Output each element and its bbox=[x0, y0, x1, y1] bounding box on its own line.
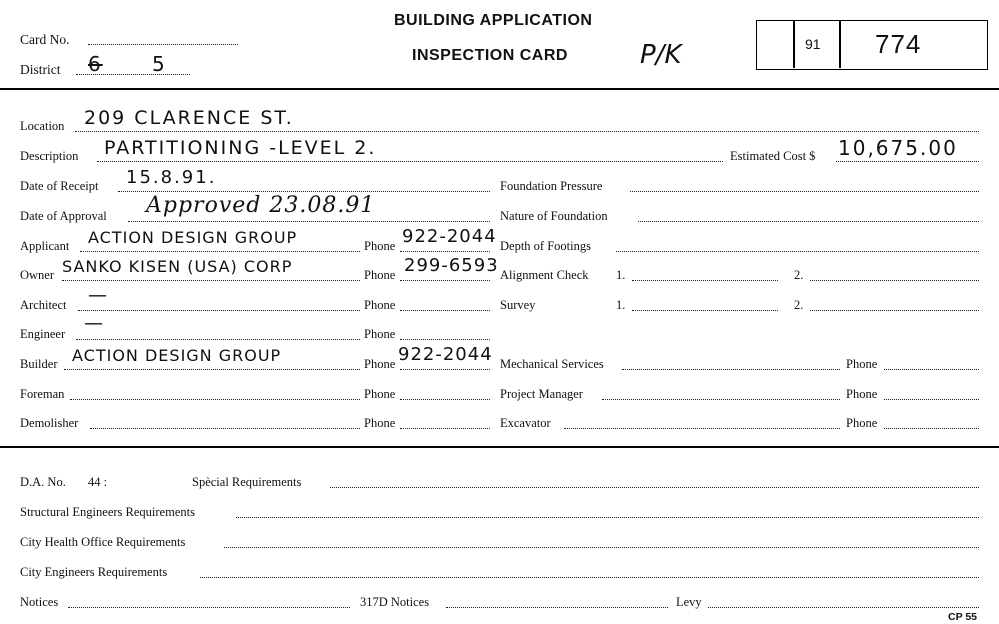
date-receipt-label: Date of Receipt bbox=[20, 179, 99, 193]
builder-phone-label: Phone bbox=[364, 357, 396, 371]
card-no-line[interactable] bbox=[88, 44, 238, 45]
engineer-line[interactable] bbox=[76, 339, 360, 340]
engineer-label: Engineer bbox=[20, 327, 66, 341]
da-no-value: 44 : bbox=[88, 475, 108, 489]
foundation-pressure-line[interactable] bbox=[630, 191, 979, 192]
excavator-phone-label: Phone bbox=[846, 416, 878, 430]
survey-2-line[interactable] bbox=[810, 310, 979, 311]
owner-phone-line[interactable] bbox=[400, 280, 490, 281]
reference-box bbox=[756, 20, 988, 70]
date-receipt-value: 15.8.91. bbox=[126, 167, 217, 188]
excavator-line[interactable] bbox=[564, 428, 840, 429]
owner-line[interactable] bbox=[62, 280, 360, 281]
location-label: Location bbox=[20, 119, 65, 133]
mechanical-line[interactable] bbox=[622, 369, 840, 370]
applicant-label: Applicant bbox=[20, 239, 70, 253]
applicant-phone-value: 922-2044 bbox=[402, 226, 497, 247]
box-number: 774 bbox=[875, 29, 922, 59]
header-rule bbox=[0, 88, 999, 90]
builder-phone-line[interactable] bbox=[400, 369, 490, 370]
demolisher-line[interactable] bbox=[90, 428, 360, 429]
architect-phone-label: Phone bbox=[364, 298, 396, 312]
form-code: CP 55 bbox=[948, 611, 977, 623]
project-manager-phone-label: Phone bbox=[846, 387, 878, 401]
architect-line[interactable] bbox=[78, 310, 360, 311]
owner-phone-label: Phone bbox=[364, 268, 396, 282]
health-requirements-label: City Health Office Requirements bbox=[20, 535, 186, 549]
section-rule bbox=[0, 446, 999, 448]
notices-317d-line[interactable] bbox=[446, 607, 668, 608]
depth-footings-label: Depth of Footings bbox=[500, 239, 591, 253]
levy-line[interactable] bbox=[708, 607, 979, 608]
location-value: 209 CLARENCE ST. bbox=[84, 107, 294, 129]
builder-value: ACTION DESIGN GROUP bbox=[72, 346, 282, 365]
title-line2: INSPECTION CARD bbox=[412, 47, 568, 64]
date-receipt-line[interactable] bbox=[118, 191, 490, 192]
notices-line[interactable] bbox=[68, 607, 350, 608]
excavator-phone-line[interactable] bbox=[884, 428, 979, 429]
builder-phone-value: 922-2044 bbox=[398, 344, 493, 365]
district-value: 5 bbox=[152, 52, 167, 76]
architect-value: — bbox=[88, 284, 109, 306]
estimated-cost-value: 10,675.00 bbox=[838, 136, 958, 160]
foreman-phone-label: Phone bbox=[364, 387, 396, 401]
date-approval-line[interactable] bbox=[128, 221, 490, 222]
alignment-label: Alignment Check bbox=[500, 268, 589, 282]
engineer-phone-line[interactable] bbox=[400, 339, 490, 340]
builder-label: Builder bbox=[20, 357, 58, 371]
notices-label: Notices bbox=[20, 595, 59, 609]
city-engineers-requirements-line[interactable] bbox=[200, 577, 979, 578]
mechanical-label: Mechanical Services bbox=[500, 357, 604, 371]
city-engineers-requirements-label: City Engineers Requirements bbox=[20, 565, 168, 579]
alignment-2-line[interactable] bbox=[810, 280, 979, 281]
description-line[interactable] bbox=[97, 161, 723, 162]
levy-label: Levy bbox=[676, 595, 702, 609]
health-requirements-line[interactable] bbox=[224, 547, 979, 548]
engineer-phone-label: Phone bbox=[364, 327, 396, 341]
annotation-mark: P/K bbox=[640, 40, 682, 70]
alignment-2-label: 2. bbox=[794, 268, 804, 282]
builder-line[interactable] bbox=[64, 369, 360, 370]
reference-box-divider-1 bbox=[793, 21, 795, 68]
alignment-1-line[interactable] bbox=[632, 280, 778, 281]
title-line1: BUILDING APPLICATION bbox=[394, 12, 593, 29]
project-manager-phone-line[interactable] bbox=[884, 399, 979, 400]
foundation-pressure-label: Foundation Pressure bbox=[500, 179, 603, 193]
estimated-cost-label: Estimated Cost $ bbox=[730, 149, 816, 163]
nature-foundation-label: Nature of Foundation bbox=[500, 209, 608, 223]
excavator-label: Excavator bbox=[500, 416, 551, 430]
card-no-label: Card No. bbox=[20, 32, 70, 47]
foreman-line[interactable] bbox=[70, 399, 360, 400]
project-manager-line[interactable] bbox=[602, 399, 840, 400]
architect-phone-line[interactable] bbox=[400, 310, 490, 311]
survey-1-line[interactable] bbox=[632, 310, 778, 311]
district-label: District bbox=[20, 62, 61, 77]
da-no-label: D.A. No. bbox=[20, 475, 66, 489]
applicant-value: ACTION DESIGN GROUP bbox=[88, 228, 298, 247]
box-code: 91 bbox=[805, 36, 821, 52]
special-requirements-label: Spècial Requirements bbox=[192, 475, 302, 489]
estimated-cost-line[interactable] bbox=[836, 161, 979, 162]
alignment-1-label: 1. bbox=[616, 268, 626, 282]
description-label: Description bbox=[20, 149, 79, 163]
applicant-line[interactable] bbox=[80, 251, 360, 252]
reference-box-divider-2 bbox=[839, 21, 841, 68]
special-requirements-line[interactable] bbox=[330, 487, 979, 488]
owner-phone-value: 299-6593 bbox=[404, 255, 499, 276]
applicant-phone-label: Phone bbox=[364, 239, 396, 253]
nature-foundation-line[interactable] bbox=[638, 221, 979, 222]
district-struck-value: 6 bbox=[88, 52, 103, 76]
applicant-phone-line[interactable] bbox=[400, 251, 490, 252]
survey-1-label: 1. bbox=[616, 298, 626, 312]
description-value: PARTITIONING -LEVEL 2. bbox=[104, 137, 377, 159]
survey-2-label: 2. bbox=[794, 298, 804, 312]
depth-footings-line[interactable] bbox=[616, 251, 979, 252]
structural-requirements-line[interactable] bbox=[236, 517, 979, 518]
date-approval-value: Approved 23.08.91 bbox=[146, 193, 376, 218]
notices-317d-label: 317D Notices bbox=[360, 595, 430, 609]
project-manager-label: Project Manager bbox=[500, 387, 583, 401]
foreman-phone-line[interactable] bbox=[400, 399, 490, 400]
architect-label: Architect bbox=[20, 298, 67, 312]
owner-value: SANKO KISEN (USA) CORP bbox=[62, 257, 293, 276]
owner-label: Owner bbox=[20, 268, 55, 282]
demolisher-phone-label: Phone bbox=[364, 416, 396, 430]
demolisher-phone-line[interactable] bbox=[400, 428, 490, 429]
survey-label: Survey bbox=[500, 298, 536, 312]
foreman-label: Foreman bbox=[20, 387, 65, 401]
mechanical-phone-label: Phone bbox=[846, 357, 878, 371]
date-approval-label: Date of Approval bbox=[20, 209, 107, 223]
structural-requirements-label: Structural Engineers Requirements bbox=[20, 505, 195, 519]
mechanical-phone-line[interactable] bbox=[884, 369, 979, 370]
location-line[interactable] bbox=[75, 131, 979, 132]
demolisher-label: Demolisher bbox=[20, 416, 79, 430]
engineer-value: — bbox=[84, 312, 105, 334]
